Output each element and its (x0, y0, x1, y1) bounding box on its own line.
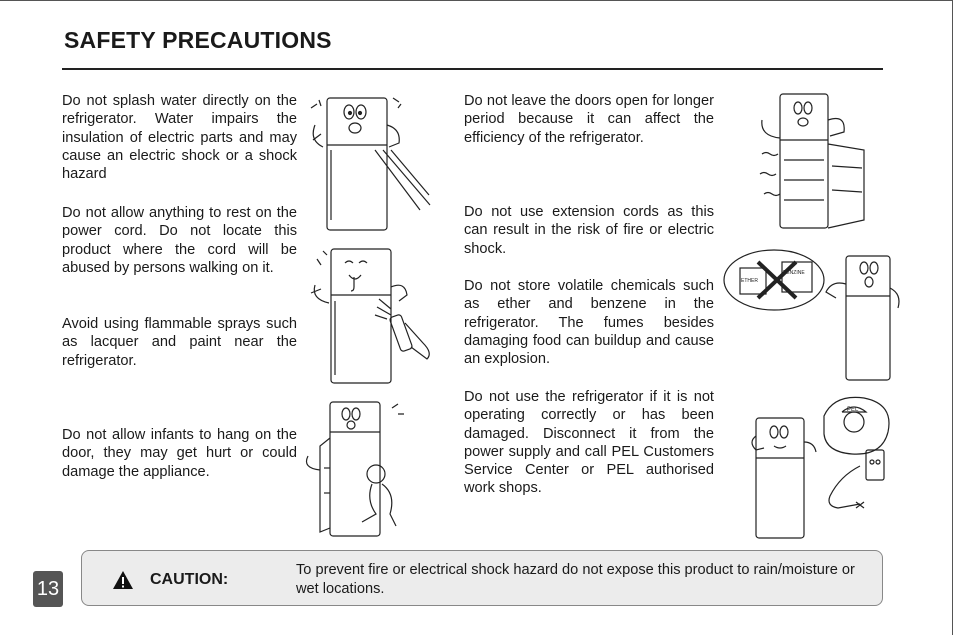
precaution-doors-open: Do not leave the doors open for longer period because it can affect the efficiency of the refrigerator. (464, 93, 714, 146)
warning-triangle-icon (112, 570, 134, 595)
illustration-water-splash (305, 90, 435, 235)
illustration-doors-open (758, 90, 868, 230)
page-title: SAFETY PRECAUTIONS (64, 27, 332, 53)
caution-text: To prevent fire or electrical shock hazard do not expose this product to rain/moisture or wet locations. (296, 562, 855, 597)
precaution-malfunction: Do not use the refrigerator if it is not operating correctly or has been damaged. Disconnect it from the power supply and call PEL Customers Service Center or PEL authorised work shops. (464, 389, 714, 497)
illustration-volatile-chemicals (722, 248, 904, 383)
svg-text:BENZINE: BENZINE (783, 270, 805, 276)
title-rule (62, 68, 883, 70)
svg-text:PEL: PEL (847, 407, 859, 413)
precaution-water: Do not splash water directly on the refrigerator. Water impairs the insulation of electric parts and may cause an electric shock or a shock hazard (62, 93, 297, 183)
svg-text:ETHER: ETHER (741, 278, 758, 284)
illustration-flammable-spray (305, 245, 440, 390)
page-number: 13 (33, 571, 63, 607)
precaution-extension-cords: Do not use extension cords as this can result in the risk of fire or electric shock. (464, 204, 714, 257)
illustration-malfunction-service (748, 392, 898, 542)
precaution-power-cord: Do not allow anything to rest on the power cord. Do not locate this product where the cord will be abused by persons walking on it. (62, 205, 297, 276)
precaution-infants: Do not allow infants to hang on the door, they may get hurt or could damage the appliance. (62, 427, 297, 480)
caution-label: CAUTION: (150, 571, 229, 588)
illustration-infant-door (302, 398, 412, 540)
precaution-flammable-sprays: Avoid using flammable sprays such as lacquer and paint near the refrigerator. (62, 316, 297, 369)
precaution-volatile-chemicals: Do not store volatile chemicals such as ether and benzene in the refrigerator. The fumes besides damaging food can buildup and cause an explosion. (464, 278, 714, 368)
